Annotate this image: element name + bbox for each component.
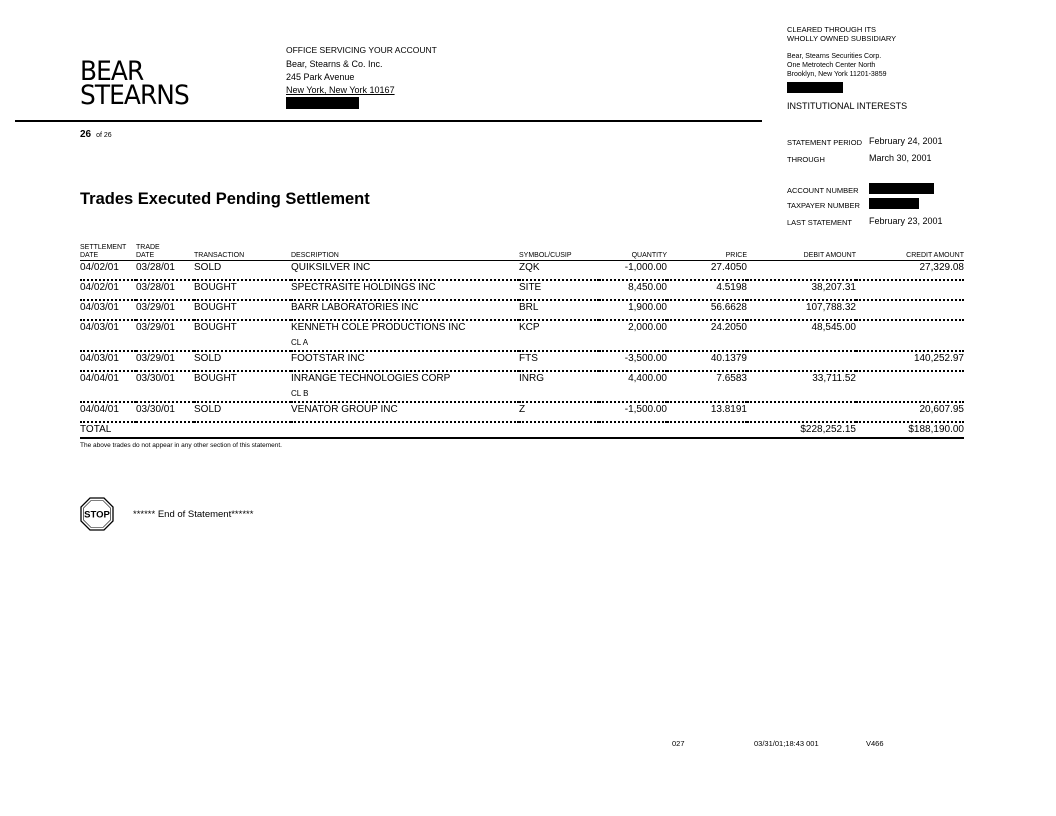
description-cell [291,320,519,351]
account-number-label: ACCOUNT NUMBER [787,186,859,195]
transaction-cell: BOUGHT [194,302,237,313]
total-row [80,422,964,438]
through-label: THROUGH [787,155,825,164]
taxpayer-number-label: TAXPAYER NUMBER [787,201,860,210]
trade-date-cell: 03/30/01 [136,373,175,384]
period-value: February 24, 2001 [869,136,943,146]
header-credit: CREDIT AMOUNT [906,252,964,259]
symbol-cell: KCP [519,322,540,333]
trade-date-cell: 03/30/01 [136,404,175,415]
description-line: SPECTRASITE HOLDINGS INC [291,282,436,293]
price-cell: 56.6628 [710,302,747,313]
quantity-cell: 2,000.00 [628,322,667,333]
page-total: of 26 [96,132,112,139]
price-cell: 40.1379 [710,353,747,364]
debit-cell [747,261,856,281]
symbol-cell: ZQK [519,262,540,273]
office-street: 245 Park Avenue [286,72,355,82]
description-cell [291,402,519,422]
debit-cell: 48,545.00 [811,322,856,333]
symbol-cell: Z [519,404,526,415]
settlement-date-cell: 04/04/01 [80,404,119,415]
header-quantity: QUANTITY [631,252,667,259]
total-debit: $228,252.15 [800,424,856,435]
quantity-cell: -1,500.00 [624,404,667,415]
header-settlement-date: SETTLEMENT DATE [80,244,127,259]
account-type: INSTITUTIONAL INTERESTS [787,101,908,111]
settlement-date-cell: 04/02/01 [80,282,119,293]
table-row [80,402,964,422]
table-row [80,300,964,320]
description-cell [291,280,519,300]
transaction-cell: BOUGHT [194,322,237,333]
description-cell [291,261,519,281]
redaction-bar [787,82,843,93]
debit-cell: 33,711.52 [812,373,856,384]
through-value: March 30, 2001 [869,153,932,163]
header-divider [15,120,762,122]
description-class-line: CL B [291,389,309,398]
footer-code: 027 [672,739,685,748]
quantity-cell: -1,000.00 [624,262,667,273]
symbol-cell: FTS [519,353,538,364]
clearing-city: Brooklyn, New York 11201-3859 [787,71,887,78]
trades-table [80,242,964,439]
trade-date-cell: 03/29/01 [136,353,175,364]
stop-sign-text: STOP [84,509,110,521]
quantity-cell: 8,450.00 [628,282,667,293]
end-of-statement: ****** End of Statement****** [133,509,254,520]
settlement-date-cell: 04/04/01 [80,373,119,384]
description-cell [291,371,519,402]
price-cell: 13.8191 [710,404,747,415]
clearing-street: One Metrotech Center North [787,62,876,69]
trade-date-cell: 03/29/01 [136,302,175,313]
last-statement-value: February 23, 2001 [869,216,943,226]
header-price: PRICE [725,252,747,259]
transaction-cell: SOLD [194,404,222,415]
clearing-line-2: WHOLLY OWNED SUBSIDIARY [787,34,897,43]
section-title: Trades Executed Pending Settlement [80,190,370,208]
office-address-block [286,44,437,113]
debit-cell [747,402,856,422]
transaction-cell: SOLD [194,353,222,364]
trade-date-cell: 03/29/01 [136,322,175,333]
description-class-line: CL A [291,338,309,347]
header-transaction: TRANSACTION [194,252,245,259]
clearing-line-1: CLEARED THROUGH ITS [787,25,877,34]
credit-cell: 27,329.08 [919,262,964,273]
table-row [80,320,964,351]
credit-cell: 20,607.95 [919,404,964,415]
trades-note: The above trades do not appear in any other section of this statement. [80,442,282,449]
credit-cell [856,371,964,402]
clearing-block [787,25,896,43]
settlement-date-cell: 04/03/01 [80,302,119,313]
price-cell: 4.5198 [716,282,747,293]
table-row [80,261,964,281]
quantity-cell: 4,400.00 [628,373,667,384]
clearing-corp: Bear, Stearns Securities Corp. [787,53,882,60]
table-header-row [80,242,964,261]
description-line: INRANGE TECHNOLOGIES CORP [291,373,451,384]
quantity-cell: 1,900.00 [628,302,667,313]
total-credit: $188,190.00 [908,424,964,435]
table-row [80,351,964,371]
header-symbol: SYMBOL/CUSIP [519,252,572,259]
settlement-date-cell: 04/02/01 [80,262,119,273]
transaction-cell: BOUGHT [194,373,237,384]
price-cell: 24.2050 [710,322,747,333]
description-line: FOOTSTAR INC [291,353,365,364]
last-statement-label: LAST STATEMENT [787,218,853,227]
period-label: STATEMENT PERIOD [787,138,863,147]
symbol-cell: BRL [519,302,539,313]
trade-date-cell: 03/28/01 [136,282,175,293]
debit-cell: 107,788.32 [805,302,856,313]
transaction-cell: SOLD [194,262,222,273]
total-label: TOTAL [80,424,112,435]
header-description: DESCRIPTION [291,252,339,259]
description-line: BARR LABORATORIES INC [291,302,419,313]
page-number [80,129,112,140]
symbol-cell: INRG [519,373,544,384]
footer-version: V466 [866,739,884,748]
description-cell [291,351,519,371]
settlement-date-cell: 04/03/01 [80,353,119,364]
table-row [80,280,964,300]
quantity-cell: -3,500.00 [624,353,667,364]
credit-cell [856,300,964,320]
bear-stearns-logo [80,56,189,111]
price-cell: 7.6583 [716,373,747,384]
footer-timestamp: 03/31/01;18:43 001 [754,739,819,748]
symbol-cell: SITE [519,282,542,293]
credit-cell [856,320,964,351]
description-line: VENATOR GROUP INC [291,404,398,415]
office-name: Bear, Stearns & Co. Inc. [286,59,383,69]
logo-line-2: STEARNS [80,80,189,111]
description-line: KENNETH COLE PRODUCTIONS INC [291,322,466,333]
price-cell: 27.4050 [710,262,747,273]
table-row [80,371,964,402]
debit-cell: 38,207.31 [811,282,856,293]
description-cell [291,300,519,320]
taxpayer-number-redacted [869,198,919,209]
trade-date-cell: 03/28/01 [136,262,175,273]
account-number-redacted [869,183,934,194]
redaction-bar [286,97,359,109]
clearing-address [787,52,887,96]
credit-cell [856,280,964,300]
header-trade-date: TRADE DATE [136,244,160,259]
debit-cell [747,351,856,371]
transaction-cell: BOUGHT [194,282,237,293]
credit-cell: 140,252.97 [913,353,964,364]
description-line: QUIKSILVER INC [291,262,371,273]
page-current: 26 [80,129,92,140]
header-debit: DEBIT AMOUNT [803,252,856,259]
logo-line-1: BEAR [80,56,144,87]
settlement-date-cell: 04/03/01 [80,322,119,333]
stop-sign-icon [80,497,114,531]
office-city: New York, New York 10167 [286,85,395,95]
office-label: OFFICE SERVICING YOUR ACCOUNT [286,45,437,55]
